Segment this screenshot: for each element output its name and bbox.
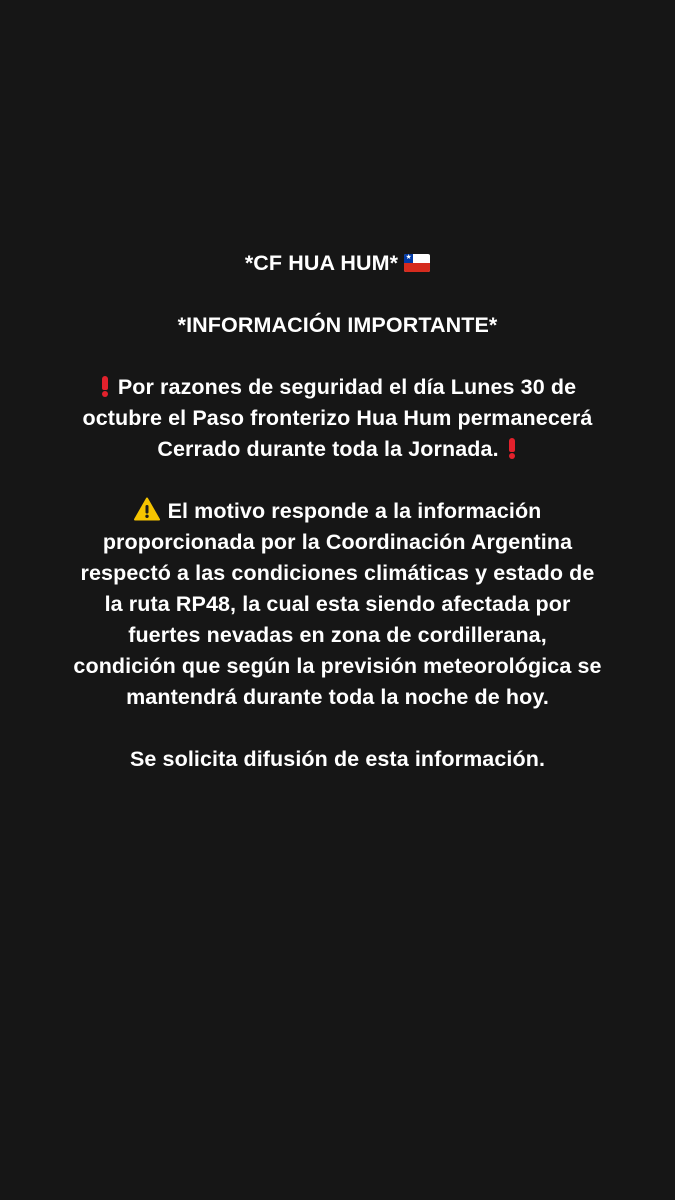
- warning-line-5: fuertes nevadas en zona de cordillerana,: [128, 623, 547, 647]
- alert-line-2: octubre el Paso fronterizo Hua Hum permanecerá: [82, 406, 593, 430]
- red-exclamation-icon: [99, 375, 111, 397]
- alert-text-1: Por razones de seguridad el día Lunes 30 de: [117, 375, 577, 399]
- closing-line: Se solicita difusión de esta información.: [129, 747, 546, 771]
- warning-icon: [134, 497, 160, 521]
- warning-text-1: El motivo responde a la información: [167, 499, 542, 523]
- story-title: *CF HUA HUM*: [244, 251, 399, 275]
- alert-line-1: [20, 372, 655, 403]
- chile-flag-icon: ★: [404, 254, 430, 272]
- warning-line-4: la ruta RP48, la cual esta siendo afectada por: [104, 592, 571, 616]
- alert-line-3: [20, 434, 655, 465]
- warning-line-7: mantendrá durante toda la noche de hoy.: [126, 685, 549, 709]
- warning-line-2: proporcionada por la Coordinación Argentina: [102, 530, 573, 554]
- warning-line-1: [20, 496, 655, 527]
- red-exclamation-icon: [506, 437, 518, 459]
- story-text-block: [20, 248, 655, 775]
- title-line: [20, 248, 655, 279]
- warning-line-6: condición que según la previsión meteorológica se: [73, 654, 602, 678]
- warning-line-3: respectó a las condiciones climáticas y estado de: [80, 561, 595, 585]
- story-subtitle: *INFORMACIÓN IMPORTANTE*: [177, 313, 498, 337]
- alert-text-3: Cerrado durante toda la Jornada.: [157, 437, 499, 461]
